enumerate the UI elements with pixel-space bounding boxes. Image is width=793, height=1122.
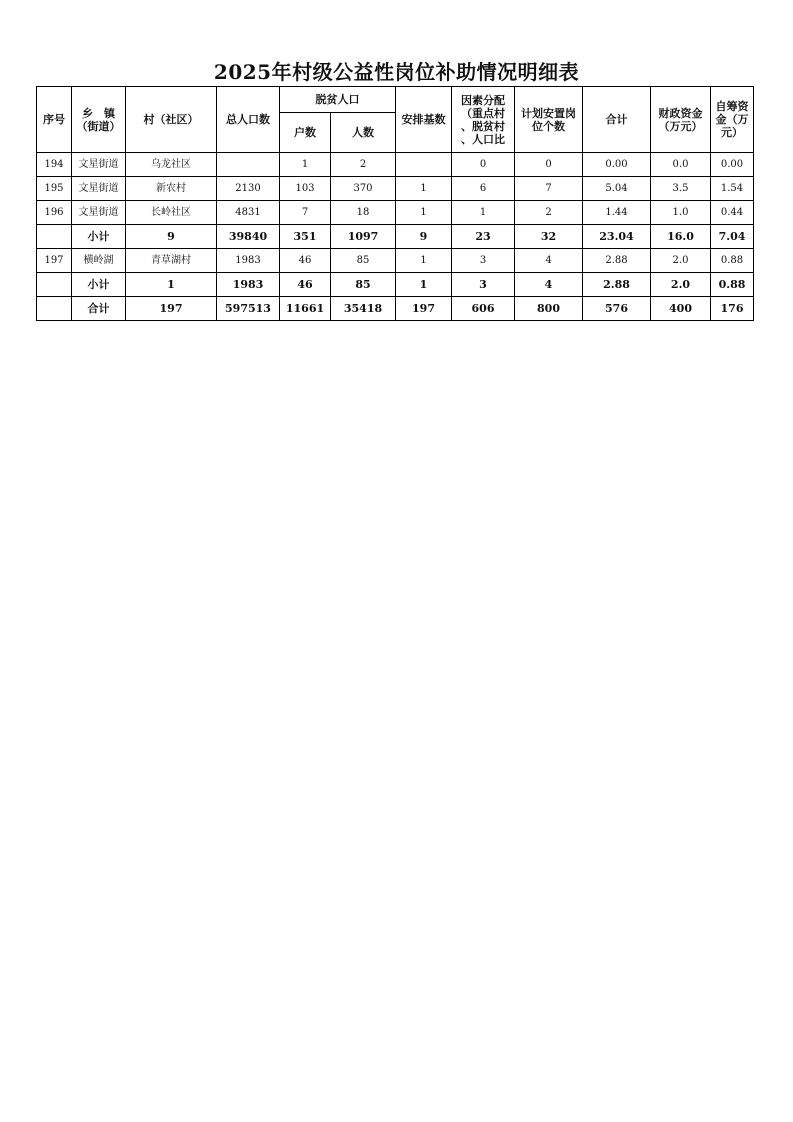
table-row — [37, 201, 754, 225]
table-header — [37, 87, 754, 153]
cell-factor: 1 — [452, 201, 515, 225]
cell-total-pop: 1983 — [217, 273, 280, 297]
cell-planned: 4 — [515, 249, 583, 273]
cell-persons: 85 — [331, 273, 396, 297]
header-self-line1: 自筹资 — [715, 100, 749, 113]
header-fiscal-line2: （万元） — [658, 119, 703, 133]
header-factor-line4: 、人口比 — [461, 132, 505, 146]
cell-total-pop: 2130 — [217, 177, 280, 201]
header-fiscal — [651, 87, 711, 153]
cell-fiscal: 400 — [651, 297, 711, 321]
cell-self: 0.88 — [711, 273, 754, 297]
cell-total-pop: 39840 — [217, 225, 280, 249]
cell-self: 176 — [711, 297, 754, 321]
cell-village: 9 — [126, 225, 217, 249]
cell-self: 0.00 — [711, 153, 754, 177]
cell-persons: 2 — [331, 153, 396, 177]
cell-village: 青草湖村 — [126, 249, 217, 273]
cell-seq: 197 — [37, 249, 72, 273]
cell-households: 11661 — [280, 297, 331, 321]
grand-total-row — [37, 297, 754, 321]
header-self-line2: 金（万 — [715, 113, 749, 126]
cell-town: 文星街道 — [72, 153, 126, 177]
cell-base: 1 — [396, 177, 452, 201]
cell-town: 小计 — [72, 225, 126, 249]
table-row — [37, 153, 754, 177]
header-households: 户数 — [280, 113, 331, 153]
cell-base — [396, 153, 452, 177]
header-self — [711, 87, 754, 153]
header-fiscal-line1: 财政资金 — [658, 106, 703, 120]
cell-factor: 606 — [452, 297, 515, 321]
cell-village: 乌龙社区 — [126, 153, 217, 177]
cell-village: 197 — [126, 297, 217, 321]
header-factor-line2: （重点村 — [461, 106, 505, 120]
header-town-line2: （街道） — [76, 119, 121, 133]
cell-fiscal: 2.0 — [651, 273, 711, 297]
cell-persons: 35418 — [331, 297, 396, 321]
header-town — [72, 87, 126, 153]
cell-fiscal: 16.0 — [651, 225, 711, 249]
cell-factor: 0 — [452, 153, 515, 177]
header-persons: 人数 — [331, 113, 396, 153]
header-seq: 序号 — [37, 87, 72, 153]
cell-households: 351 — [280, 225, 331, 249]
header-total-pop: 总人口数 — [217, 87, 280, 153]
cell-village: 新农村 — [126, 177, 217, 201]
header-planned — [515, 87, 583, 153]
cell-seq — [37, 273, 72, 297]
cell-planned: 7 — [515, 177, 583, 201]
subtotal-row — [37, 225, 754, 249]
cell-factor: 3 — [452, 273, 515, 297]
subtotal-row — [37, 273, 754, 297]
cell-base: 9 — [396, 225, 452, 249]
cell-seq — [37, 297, 72, 321]
cell-persons: 85 — [331, 249, 396, 273]
cell-planned: 800 — [515, 297, 583, 321]
header-factor-line1: 因素分配 — [461, 93, 505, 107]
cell-seq: 194 — [37, 153, 72, 177]
header-total: 合计 — [583, 87, 651, 153]
cell-total: 23.04 — [583, 225, 651, 249]
cell-base: 1 — [396, 273, 452, 297]
cell-fiscal: 1.0 — [651, 201, 711, 225]
cell-total: 0.00 — [583, 153, 651, 177]
cell-planned: 32 — [515, 225, 583, 249]
cell-total-pop: 597513 — [217, 297, 280, 321]
header-planned-line1: 计划安置岗 — [521, 106, 576, 120]
cell-total: 576 — [583, 297, 651, 321]
cell-seq: 195 — [37, 177, 72, 201]
header-self-line3: 元） — [721, 126, 743, 139]
cell-seq — [37, 225, 72, 249]
header-planned-line2: 位个数 — [532, 119, 565, 133]
cell-seq: 196 — [37, 201, 72, 225]
cell-total: 2.88 — [583, 273, 651, 297]
cell-persons: 18 — [331, 201, 396, 225]
cell-total: 1.44 — [583, 201, 651, 225]
cell-town: 横岭湖 — [72, 249, 126, 273]
cell-total-pop: 4831 — [217, 201, 280, 225]
cell-self: 7.04 — [711, 225, 754, 249]
cell-fiscal: 2.0 — [651, 249, 711, 273]
cell-households: 7 — [280, 201, 331, 225]
cell-planned: 4 — [515, 273, 583, 297]
cell-households: 46 — [280, 273, 331, 297]
cell-total-pop — [217, 153, 280, 177]
cell-households: 1 — [280, 153, 331, 177]
cell-town: 文星街道 — [72, 177, 126, 201]
cell-total: 2.88 — [583, 249, 651, 273]
cell-households: 103 — [280, 177, 331, 201]
cell-town: 文星街道 — [72, 201, 126, 225]
cell-fiscal: 0.0 — [651, 153, 711, 177]
cell-total-pop: 1983 — [217, 249, 280, 273]
cell-planned: 2 — [515, 201, 583, 225]
header-factor-line3: 、脱贫村 — [461, 119, 505, 133]
cell-total: 5.04 — [583, 177, 651, 201]
cell-factor: 23 — [452, 225, 515, 249]
table-row — [37, 249, 754, 273]
cell-planned: 0 — [515, 153, 583, 177]
cell-factor: 3 — [452, 249, 515, 273]
header-town-line1: 乡 镇 — [82, 106, 115, 120]
cell-town: 合计 — [72, 297, 126, 321]
table-row — [37, 177, 754, 201]
header-poverty-group: 脱贫人口 — [280, 87, 396, 113]
cell-persons: 1097 — [331, 225, 396, 249]
cell-base: 1 — [396, 249, 452, 273]
cell-base: 197 — [396, 297, 452, 321]
header-factor — [452, 87, 515, 153]
cell-households: 46 — [280, 249, 331, 273]
cell-fiscal: 3.5 — [651, 177, 711, 201]
cell-base: 1 — [396, 201, 452, 225]
page-title: 2025年村级公益性岗位补助情况明细表 — [213, 60, 580, 84]
header-village: 村（社区） — [126, 87, 217, 153]
cell-village: 1 — [126, 273, 217, 297]
cell-factor: 6 — [452, 177, 515, 201]
cell-self: 0.88 — [711, 249, 754, 273]
cell-self: 0.44 — [711, 201, 754, 225]
subsidy-table — [36, 86, 754, 321]
cell-self: 1.54 — [711, 177, 754, 201]
cell-town: 小计 — [72, 273, 126, 297]
cell-village: 长岭社区 — [126, 201, 217, 225]
cell-persons: 370 — [331, 177, 396, 201]
header-base: 安排基数 — [396, 87, 452, 153]
